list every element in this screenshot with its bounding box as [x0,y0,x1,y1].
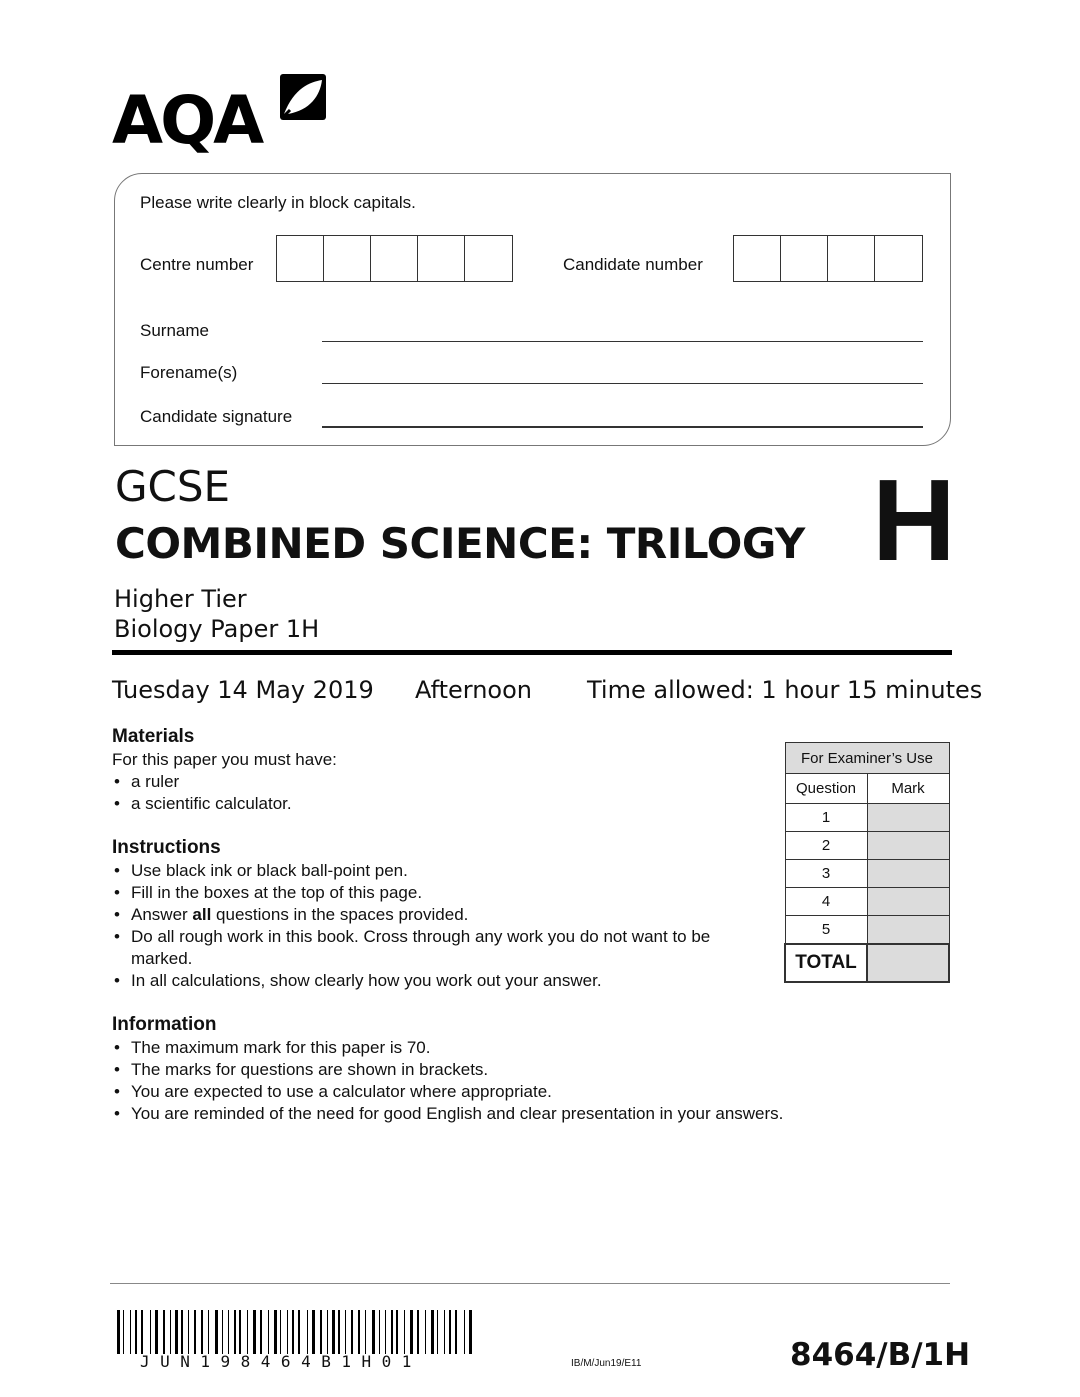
paper-code: 8464/B/1H [790,1337,971,1373]
tier: Higher Tier [114,585,247,613]
list-item: • a ruler [112,771,772,793]
barcode [117,1310,477,1354]
candidate-number-field[interactable] [733,235,923,282]
table-row [785,916,949,944]
forenames-field[interactable] [322,383,923,384]
text: Answer [131,905,193,924]
subject-title: COMBINED SCIENCE: TRILOGY [115,519,805,568]
instructions-section [112,837,772,992]
centre-number-field[interactable] [276,235,513,282]
exam-date: Tuesday 14 May 2019 [112,676,374,704]
tier-letter: H [872,455,956,585]
mark-cell [867,832,949,860]
list-item [112,904,772,926]
signature-field[interactable] [322,426,923,428]
column-header: Mark [867,774,949,804]
list-item: • In all calculations, show clearly how you work out your answer. [112,970,772,992]
candidate-number-label: Candidate number [563,255,703,274]
leaf-icon [280,74,326,120]
table-row [785,832,949,860]
time-allowed: Time allowed: 1 hour 15 minutes [587,676,983,704]
question-number: 1 [785,804,867,832]
barcode-number: JUN198464B1H01 [140,1352,422,1371]
qualification-level: GCSE [115,462,231,511]
column-header: Question [785,774,867,804]
text: questions in the spaces provided. [211,905,469,924]
mark-cell [867,888,949,916]
surname-field[interactable] [322,341,923,342]
question-number: 3 [785,860,867,888]
question-number: 4 [785,888,867,916]
list-item: • The maximum mark for this paper is 70. [112,1037,872,1059]
table-row [785,944,949,982]
list-item: • You are expected to use a calculator where appropriate. [112,1081,872,1103]
list-item: • You are reminded of the need for good English and clear presentation in your answers. [112,1103,872,1125]
list-item: • Do all rough work in this book. Cross through any work you do not want to be marked. [112,926,772,970]
information-section [112,1014,872,1125]
instructions-heading: Instructions [112,837,221,858]
forenames-label: Forename(s) [140,363,238,382]
list-item: • a scientific calculator. [112,793,772,815]
table-row [785,804,949,832]
table-row [785,888,949,916]
total-mark-cell [867,944,949,982]
emphasis: all [192,905,212,924]
paper-name: Biology Paper 1H [114,615,320,643]
examiner-title: For Examiner’s Use [785,743,949,774]
form-instruction: Please write clearly in block capitals. [140,193,416,212]
candidate-details-box [114,173,951,446]
mark-cell [867,804,949,832]
materials-section [112,726,772,815]
materials-heading: Materials [112,726,195,747]
footer-divider [110,1283,950,1284]
question-number: 5 [785,916,867,944]
exam-session: Afternoon [415,676,532,704]
list-item: • Use black ink or black ball-point pen. [112,860,772,882]
list-item: • Fill in the boxes at the top of this page. [112,882,772,904]
aqa-logo: AQA [112,74,327,154]
total-label: TOTAL [785,944,867,982]
reference-code: IB/M/Jun19/E11 [571,1358,642,1369]
materials-intro: For this paper you must have: [112,750,337,769]
centre-number-label: Centre number [140,255,254,274]
surname-label: Surname [140,321,209,340]
signature-label: Candidate signature [140,407,293,426]
information-heading: Information [112,1014,217,1035]
question-number: 2 [785,832,867,860]
mark-cell [867,916,949,944]
list-item: • The marks for questions are shown in brackets. [112,1059,872,1081]
divider [112,650,952,655]
mark-cell [867,860,949,888]
table-row [785,860,949,888]
examiner-table [784,742,950,983]
